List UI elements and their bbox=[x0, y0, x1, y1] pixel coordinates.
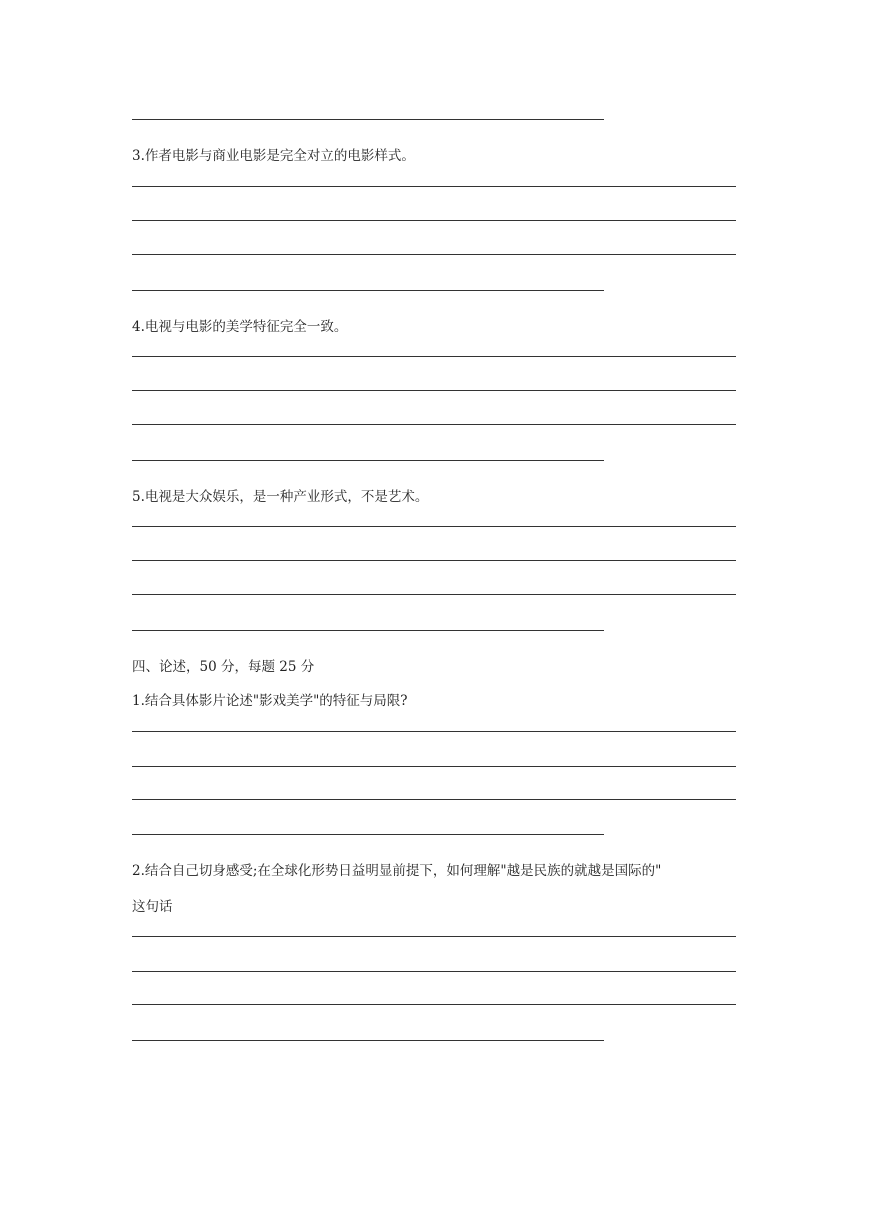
answer-line-end bbox=[132, 119, 604, 120]
answer-line bbox=[132, 799, 736, 800]
question-text-continuation: 这句话 bbox=[132, 899, 173, 915]
question-text: 2.结合自己切身感受;在全球化形势日益明显前提下，如何理解"越是民族的就越是国际的" bbox=[132, 863, 662, 879]
answer-line bbox=[132, 186, 736, 187]
answer-line-end bbox=[132, 290, 604, 291]
answer-line bbox=[132, 526, 736, 527]
answer-line bbox=[132, 356, 736, 357]
answer-line bbox=[132, 1004, 736, 1005]
answer-line bbox=[132, 424, 736, 425]
answer-line bbox=[132, 390, 736, 391]
section-heading: 四、论述，50 分，每题 25 分 bbox=[132, 659, 315, 675]
answer-line bbox=[132, 254, 736, 255]
answer-line bbox=[132, 971, 736, 972]
answer-line bbox=[132, 560, 736, 561]
answer-line-end bbox=[132, 1040, 604, 1041]
answer-line-end bbox=[132, 630, 604, 631]
answer-line bbox=[132, 594, 736, 595]
question-text: 5.电视是大众娱乐，是一种产业形式，不是艺术。 bbox=[132, 489, 429, 505]
answer-line bbox=[132, 766, 736, 767]
answer-line bbox=[132, 731, 736, 732]
answer-line-end bbox=[132, 460, 604, 461]
question-text: 4.电视与电影的美学特征完全一致。 bbox=[132, 319, 348, 335]
answer-line bbox=[132, 220, 736, 221]
answer-line bbox=[132, 936, 736, 937]
question-text: 3.作者电影与商业电影是完全对立的电影样式。 bbox=[132, 148, 415, 164]
answer-line-end bbox=[132, 834, 604, 835]
question-text: 1.结合具体影片论述"影戏美学"的特征与局限? bbox=[132, 693, 408, 709]
